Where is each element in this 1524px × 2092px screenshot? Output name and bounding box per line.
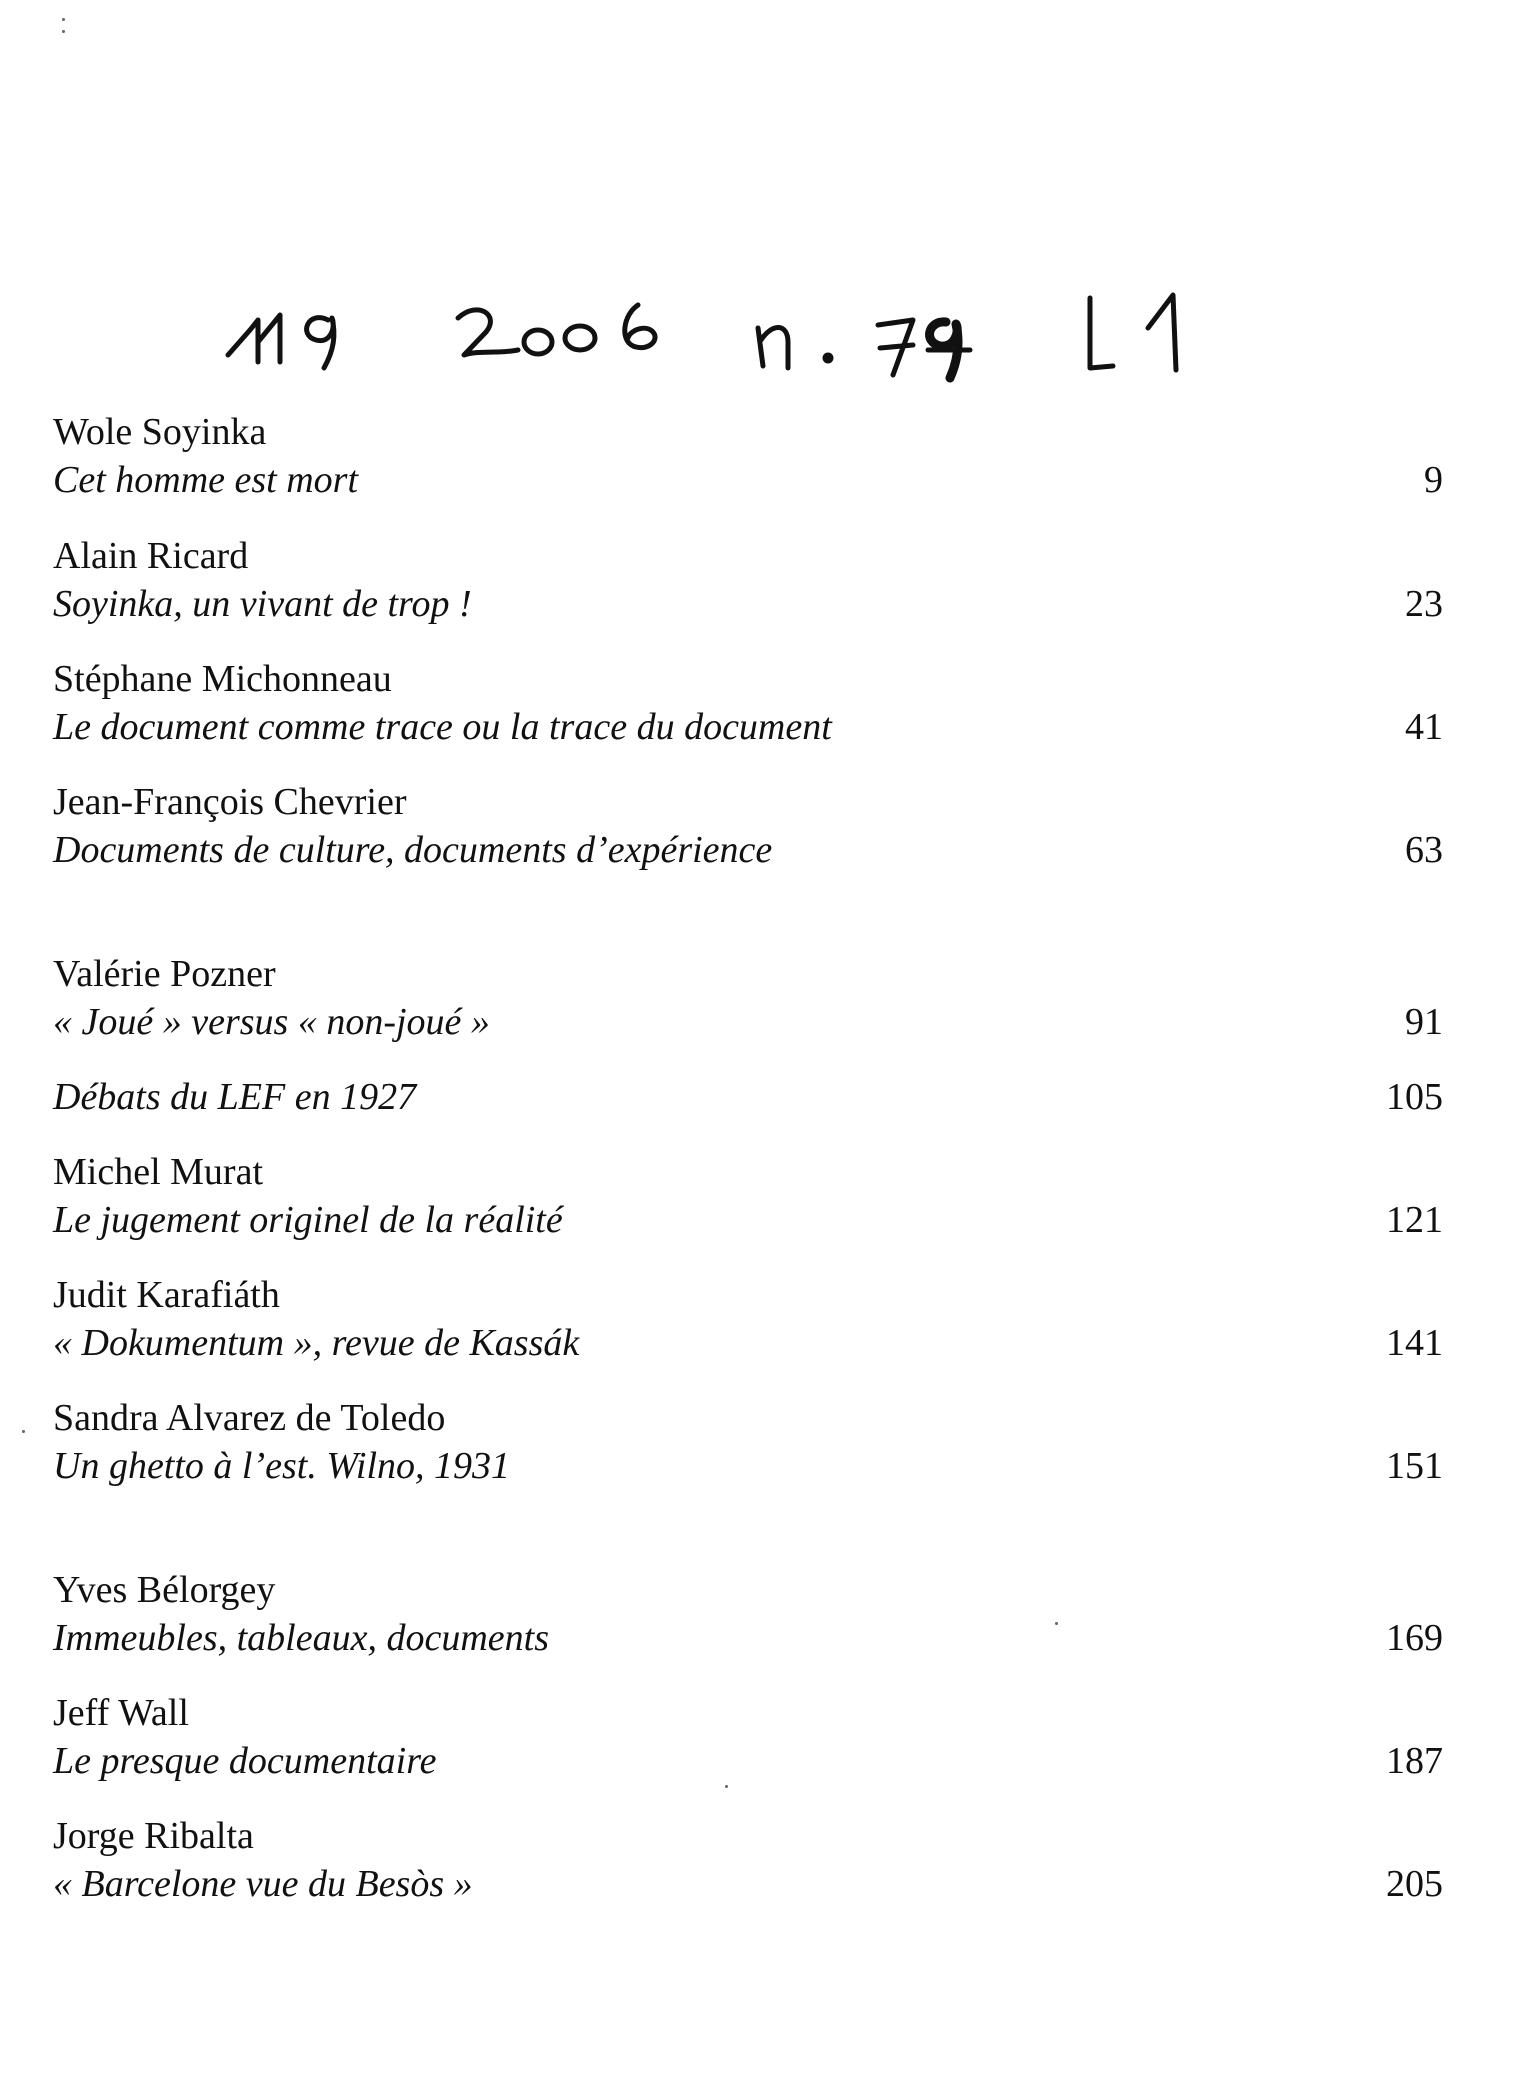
entry-page-number: 9	[1424, 459, 1443, 501]
scan-speck	[22, 1430, 25, 1433]
entry-title-row	[53, 1073, 1443, 1121]
scan-speck	[62, 18, 65, 21]
toc-entry	[53, 655, 1443, 751]
handwritten-call-number	[228, 280, 1228, 390]
toc-entry	[53, 408, 1443, 504]
entry-author: Judit Karafiáth	[53, 1274, 280, 1316]
entry-title: Le jugement originel de la réalité	[53, 1199, 563, 1241]
entry-title-row	[53, 826, 1443, 874]
entry-author: Alain Ricard	[53, 535, 249, 577]
entry-title-row	[53, 1442, 1443, 1490]
toc-entry	[53, 1073, 1443, 1121]
entry-title-row	[53, 703, 1443, 751]
toc-entry	[53, 950, 1443, 1046]
entry-page-number: 121	[1386, 1199, 1443, 1241]
entry-page-number: 205	[1386, 1863, 1443, 1905]
entry-page-number: 141	[1386, 1322, 1443, 1364]
entry-title: Immeubles, tableaux, documents	[53, 1617, 549, 1659]
toc-entry	[53, 778, 1443, 874]
entry-title: Débats du LEF en 1927	[53, 1076, 417, 1118]
entry-title: Un ghetto à l’est. Wilno, 1931	[53, 1445, 511, 1487]
entry-page-number: 105	[1386, 1076, 1443, 1118]
entry-title-row	[53, 456, 1443, 504]
handwritten-note-image	[228, 280, 1228, 390]
entry-page-number: 91	[1405, 1001, 1443, 1043]
toc-entry	[53, 1812, 1443, 1908]
entry-title-row	[53, 1614, 1443, 1662]
entry-page-number: 63	[1405, 829, 1443, 871]
entry-author: Jeff Wall	[53, 1692, 189, 1734]
entry-title: Documents de culture, documents d’expérience	[53, 829, 773, 871]
entry-title: « Joué » versus « non-joué »	[53, 1001, 490, 1043]
entry-title: Le presque documentaire	[53, 1740, 437, 1782]
entry-title: « Barcelone vue du Besòs »	[53, 1863, 473, 1905]
entry-page-number: 41	[1405, 706, 1443, 748]
entry-title: Soyinka, un vivant de trop !	[53, 583, 472, 625]
scan-speck	[725, 1785, 728, 1788]
entry-author: Stéphane Michonneau	[53, 658, 392, 700]
entry-author: Yves Bélorgey	[53, 1569, 276, 1611]
entry-title: « Dokumentum », revue de Kassák	[53, 1322, 580, 1364]
entry-page-number: 169	[1386, 1617, 1443, 1659]
entry-page-number: 23	[1405, 583, 1443, 625]
toc-entry	[53, 1271, 1443, 1367]
toc-entry	[53, 1689, 1443, 1785]
toc-entry	[53, 1566, 1443, 1662]
entry-title: Le document comme trace ou la trace du document	[53, 706, 832, 748]
entry-title-row	[53, 1319, 1443, 1367]
entry-author: Jean-François Chevrier	[53, 781, 407, 823]
entry-title: Cet homme est mort	[53, 459, 359, 501]
entry-author: Jorge Ribalta	[53, 1815, 254, 1857]
entry-author: Valérie Pozner	[53, 953, 276, 995]
entry-author: Wole Soyinka	[53, 411, 267, 453]
entry-title-row	[53, 1860, 1443, 1908]
entry-page-number: 151	[1386, 1445, 1443, 1487]
entry-page-number: 187	[1386, 1740, 1443, 1782]
entry-author: Sandra Alvarez de Toledo	[53, 1397, 446, 1439]
entry-author: Michel Murat	[53, 1151, 264, 1193]
entry-title-row	[53, 998, 1443, 1046]
toc-entry	[53, 1148, 1443, 1244]
entry-title-row	[53, 580, 1443, 628]
entry-title-row	[53, 1196, 1443, 1244]
toc-entry	[53, 1394, 1443, 1490]
scan-speck	[62, 30, 65, 33]
toc-entry	[53, 532, 1443, 628]
entry-title-row	[53, 1737, 1443, 1785]
